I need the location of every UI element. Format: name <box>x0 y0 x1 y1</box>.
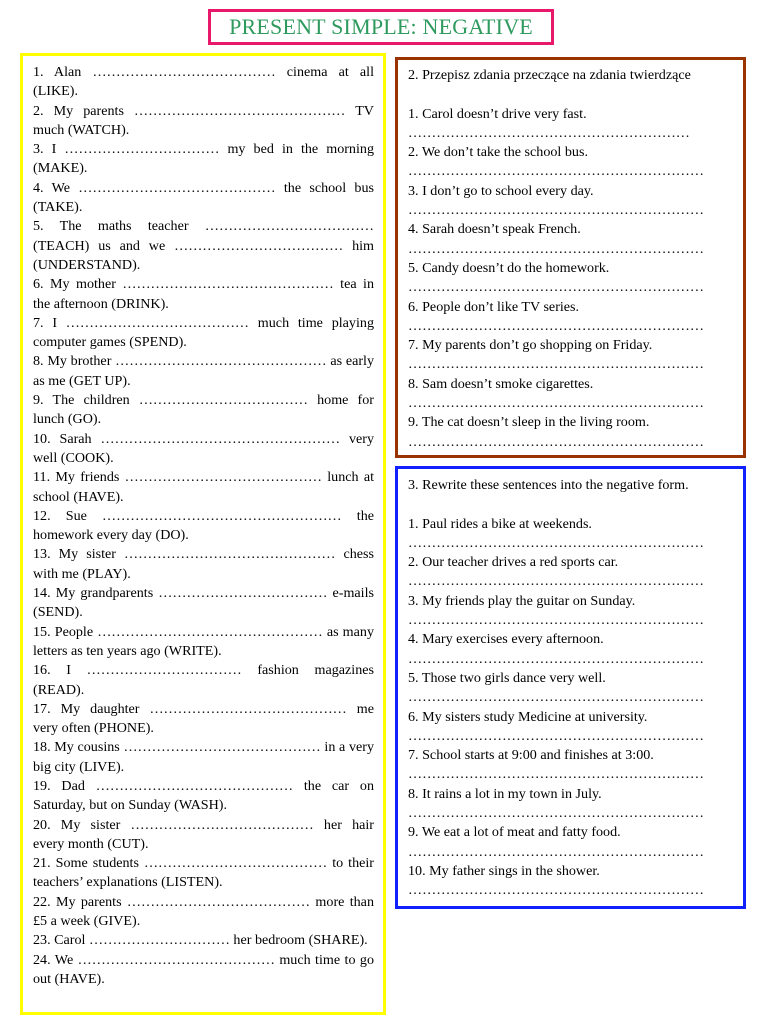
exercise-1-item: 14. My grandparents ……………………………… e-mails (SEND). <box>33 585 374 621</box>
exercise-1-item: 11. My friends …………………………………… lunch at school (HAVE). <box>33 469 374 505</box>
exercise2-answer-line[interactable]: ……………………………………………………… <box>408 240 704 257</box>
exercise-3-list <box>408 515 733 901</box>
spacer <box>408 85 733 104</box>
exercise2-answer-line[interactable]: ……………………………………………………… <box>408 163 704 180</box>
exercise3-answer-line[interactable]: ……………………………………………………… <box>408 689 704 706</box>
exercise-1-item: 22. My parents ………………………………… more than £5 a week (GIVE). <box>33 893 374 930</box>
exercise3-sentence: 10. My father sings in the shower. <box>408 862 600 879</box>
exercise-1-item: 3. I …………………………… my bed in the morning (MAKE). <box>33 141 374 177</box>
exercise2-sentence: 1. Carol doesn’t drive very fast. <box>408 105 587 122</box>
exercise-1-item: 13. My sister ……………………………………… chess with me (PLAY). <box>33 546 374 582</box>
exercise2-sentence: 6. People don’t like TV series. <box>408 298 580 315</box>
exercise-3-box <box>395 466 746 909</box>
exercise3-answer-line[interactable]: ……………………………………………………… <box>408 612 704 629</box>
exercise2-answer-line[interactable]: ……………………………………………………… <box>408 279 704 296</box>
worksheet-title-text: PRESENT SIMPLE: NEGATIVE <box>229 14 533 39</box>
exercise3-sentence: 6. My sisters study Medicine at university. <box>408 708 648 725</box>
exercise-1-item: 24. We …………………………………… much time to go out (HAVE). <box>33 951 374 987</box>
exercise-1-item: 15. People ………………………………………… as many letters as ten years ago (WRITE). <box>33 623 374 659</box>
exercise-1-item: 2. My parents ……………………………………… TV much (WATCH). <box>33 102 374 138</box>
exercise3-sentence: 4. Mary exercises every afternoon. <box>408 631 604 648</box>
exercise2-sentence: 4. Sarah doesn’t speak French. <box>408 221 581 238</box>
exercise3-sentence: 7. School starts at 9:00 and finishes at 3:00. <box>408 747 654 764</box>
exercise-1-item: 10. Sarah …………………………………………… very well (COOK). <box>33 430 374 466</box>
exercise-1-box <box>20 53 386 1015</box>
exercise2-sentence: 3. I don’t go to school every day. <box>408 182 594 199</box>
exercise-1-item: 12. Sue …………………………………………… the homework every day (DO). <box>33 507 374 544</box>
exercise3-sentence: 1. Paul rides a bike at weekends. <box>408 515 592 532</box>
exercise-1-item: 9. The children ……………………………… home for lunch (GO). <box>33 392 374 428</box>
exercise3-sentence: 8. It rains a lot in my town in July. <box>408 785 602 802</box>
exercise-1-item: 6. My mother ……………………………………… tea in the afternoon (DRINK). <box>33 276 374 312</box>
exercise2-answer-line[interactable]: …………………………………………………… <box>408 124 690 141</box>
exercise-1-item: 17. My daughter …………………………………… me very often (PHONE). <box>33 700 374 737</box>
exercise2-sentence: 2. We don’t take the school bus. <box>408 144 588 161</box>
exercise3-answer-line[interactable]: ……………………………………………………… <box>408 805 704 822</box>
exercise2-answer-line[interactable]: ……………………………………………………… <box>408 317 704 334</box>
exercise-2-list <box>408 105 733 452</box>
exercise2-sentence: 5. Candy doesn’t do the homework. <box>408 259 610 276</box>
exercise-2-box <box>395 57 746 458</box>
exercise3-sentence: 2. Our teacher drives a red sports car. <box>408 554 619 571</box>
exercise3-sentence: 9. We eat a lot of meat and fatty food. <box>408 824 621 841</box>
exercise2-answer-line[interactable]: ……………………………………………………… <box>408 395 704 412</box>
exercise-1-item: 4. We …………………………………… the school bus (TAKE). <box>33 179 374 216</box>
exercise3-answer-line[interactable]: ……………………………………………………… <box>408 882 704 899</box>
spacer <box>408 495 733 514</box>
exercise-1-item: 16. I …………………………… fashion magazines (READ). <box>33 662 374 698</box>
exercise-3-heading: 3. Rewrite these sentences into the negative form. <box>408 477 689 493</box>
exercise2-sentence: 7. My parents don’t go shopping on Friday. <box>408 337 653 354</box>
exercise2-answer-line[interactable]: ……………………………………………………… <box>408 433 704 450</box>
exercise3-answer-line[interactable]: ……………………………………………………… <box>408 727 704 744</box>
exercise3-answer-line[interactable]: ……………………………………………………… <box>408 843 704 860</box>
exercise3-answer-line[interactable]: ……………………………………………………… <box>408 650 704 667</box>
exercise2-sentence: 9. The cat doesn’t sleep in the living room. <box>408 414 650 431</box>
exercise2-answer-line[interactable]: ……………………………………………………… <box>408 202 704 219</box>
exercise2-answer-line[interactable]: ……………………………………………………… <box>408 356 704 373</box>
exercise3-sentence: 5. Those two girls dance very well. <box>408 669 606 686</box>
exercise3-answer-line[interactable]: ……………………………………………………… <box>408 573 704 590</box>
exercise-1-item: 5. The maths teacher ……………………………… (TEACH) us and we ……………………………… him (UNDERSTAND). <box>33 218 374 273</box>
worksheet-title <box>208 9 554 45</box>
exercise3-answer-line[interactable]: ……………………………………………………… <box>408 534 704 551</box>
exercise-1-item: 19. Dad …………………………………… the car on Saturday, but on Sunday (WASH). <box>33 777 374 814</box>
exercise-1-item: 23. Carol ………………………… her bedroom (SHARE). <box>33 932 368 949</box>
exercise-1-item: 1. Alan ………………………………… cinema at all (LIKE). <box>33 64 374 100</box>
exercise-2-heading: 2. Przepisz zdania przeczące na zdania twierdzące <box>408 67 691 83</box>
exercise-1-item: 21. Some students ………………………………… to their teachers’ explanations (LISTEN). <box>33 855 374 891</box>
exercise-1-item: 7. I ………………………………… much time playing computer games (SPEND). <box>33 314 374 351</box>
exercise2-sentence: 8. Sam doesn’t smoke cigarettes. <box>408 375 594 392</box>
exercise3-answer-line[interactable]: ……………………………………………………… <box>408 766 704 783</box>
exercise-1-item: 20. My sister ………………………………… her hair every month (CUT). <box>33 816 374 852</box>
exercise-1-item: 8. My brother ……………………………………… as early as me (GET UP). <box>33 353 374 389</box>
exercise3-sentence: 3. My friends play the guitar on Sunday. <box>408 592 636 609</box>
exercise-1-item: 18. My cousins …………………………………… in a very big city (LIVE). <box>33 739 374 775</box>
